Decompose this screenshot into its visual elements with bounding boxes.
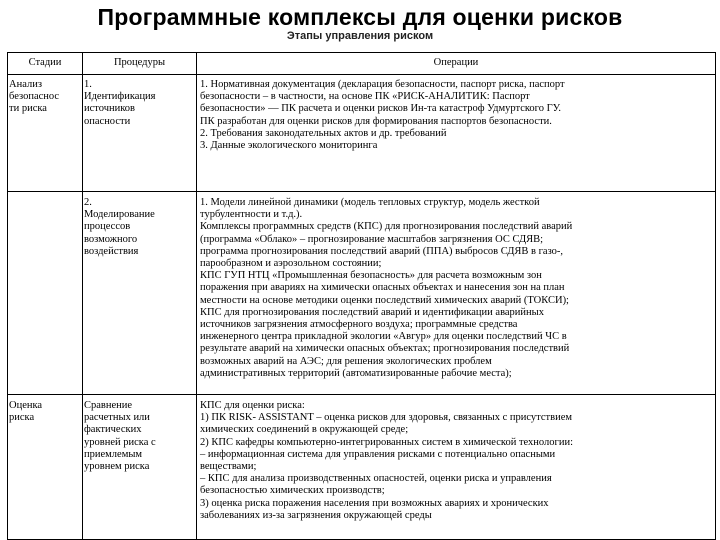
cell-line: КПС ГУП НТЦ «Промышленная безопасность» для расчета возможным зон <box>200 270 542 282</box>
cell-line: Анализ <box>9 79 42 90</box>
cell-line: 2. <box>84 197 92 208</box>
cell-line: ПК разработан для оценки рисков для формирования паспортов безопасности. <box>200 115 552 127</box>
column-header-operations: Операции <box>197 53 716 75</box>
cell-line: КПС для прогнозирования последствий аварий и идентификации аварийных <box>200 306 544 318</box>
cell-line: воздействия <box>84 245 139 257</box>
cell-line: фактических <box>84 424 142 436</box>
table-row <box>8 75 716 192</box>
operations-cell <box>197 192 716 395</box>
cell-line: местности на основе методики оценки последствий химических аварий (ТОКСИ); <box>200 294 569 306</box>
stage-cell <box>8 395 83 540</box>
risk-software-table <box>7 52 716 540</box>
cell-line: безопасности – в частности, на основе ПК «РИСК-АНАЛИТИК: Паспорт <box>200 91 530 103</box>
table-header-row <box>8 53 716 75</box>
cell-line: химических соединений в окружающей среде; <box>200 424 409 436</box>
page-title: Программные комплексы для оценки рисков <box>97 4 623 30</box>
cell-line: безопаснос <box>9 91 60 103</box>
table-row <box>8 192 716 395</box>
procedure-cell <box>83 395 197 540</box>
cell-line: возможного <box>84 233 138 245</box>
stage-cell <box>8 75 83 192</box>
cell-line: заболеваниях из-за загрязнения окружающей среды <box>200 509 432 521</box>
cell-line: 1. Нормативная документация (декларация безопасности, паспорт риска, паспорт <box>200 79 565 90</box>
cell-line: источников загрязнения атмосферного воздуха; программные средства <box>200 319 518 331</box>
cell-line: Сравнение <box>84 400 133 411</box>
cell-line: административных территорий (автоматизированные рабочие места); <box>200 367 512 379</box>
cell-line: безопасностью химических производств; <box>200 485 385 497</box>
cell-line: источников <box>84 103 136 115</box>
cell-line: опасности <box>84 115 131 127</box>
cell-line: 1) ПК RISK- ASSISTANT – оценка рисков для здоровья, связанных с присутствием <box>200 412 573 424</box>
cell-line: Моделирование <box>84 209 155 221</box>
procedure-cell <box>83 75 197 192</box>
cell-line: – информационная система для управления рисками с потенциально опасными <box>200 448 556 460</box>
cell-line: 1. <box>84 79 92 90</box>
procedure-cell <box>83 192 197 395</box>
cell-line: ти риска <box>9 103 47 115</box>
cell-line: Идентификация <box>84 91 156 103</box>
cell-line: КПС для оценки риска: <box>200 400 305 411</box>
cell-line: риска <box>9 412 35 424</box>
cell-line: уровней риска с <box>84 436 156 448</box>
cell-line: результате аварий на химически опасных объектах; прогнозирования последствий <box>200 343 570 355</box>
cell-line: (программа «Облако» – прогнозирование масштабов загрязнения ОС СДЯВ; <box>200 233 544 245</box>
cell-line: веществами; <box>200 461 257 473</box>
cell-line: поражения при авариях на химически опасных объектах и нанесения зон на план <box>200 282 565 294</box>
cell-line: 3) оценка риска поражения населения при возможных авариях и хронических <box>200 497 549 509</box>
cell-line: парообразном и аэрозольном состоянии; <box>200 258 382 270</box>
table-row <box>8 395 716 540</box>
cell-line: 2) КПС кафедры компьютерно-интегрированных систем в химической технологии: <box>200 436 573 448</box>
cell-line: Оценка <box>9 400 43 411</box>
operations-cell <box>197 395 716 540</box>
cell-line: расчетных или <box>84 412 150 424</box>
cell-line: турбулентности и т.д.). <box>200 209 303 221</box>
cell-line: безопасности» — ПК расчета и оценки рисков Ин-та катастроф Удмуртского ГУ. <box>200 103 562 115</box>
cell-line: программа прогнозирования последствий аварий (ППА) выбросов СДЯВ в газо-, <box>200 245 564 257</box>
page-subtitle: Этапы управления риском <box>286 30 434 42</box>
operations-cell <box>197 75 716 192</box>
cell-line: процессов <box>84 221 131 233</box>
cell-line: приемлемым <box>84 448 143 460</box>
cell-line: возможных аварий на АЭС; для решения экологических проблем <box>200 355 492 367</box>
column-header-stages: Стадии <box>8 53 83 75</box>
column-header-procedures: Процедуры <box>83 53 197 75</box>
cell-line: Комплексы программных средств (КПС) для прогнозирования последствий аварий <box>200 221 573 233</box>
stage-cell <box>8 192 83 395</box>
cell-line: 3. Данные экологического мониторинга <box>200 140 378 152</box>
cell-line: 2. Требования законодательных актов и др. требований <box>200 127 447 139</box>
cell-line: инженерного центра прикладной экологии «Авгур» для оценки последствий ЧС в <box>200 331 567 343</box>
cell-line: – КПС для анализа производственных опасностей, оценки риска и управления <box>200 473 552 485</box>
cell-line: 1. Модели линейной динамики (модель тепловых структур, модель жесткой <box>200 197 540 208</box>
cell-line: уровнем риска <box>84 461 150 473</box>
